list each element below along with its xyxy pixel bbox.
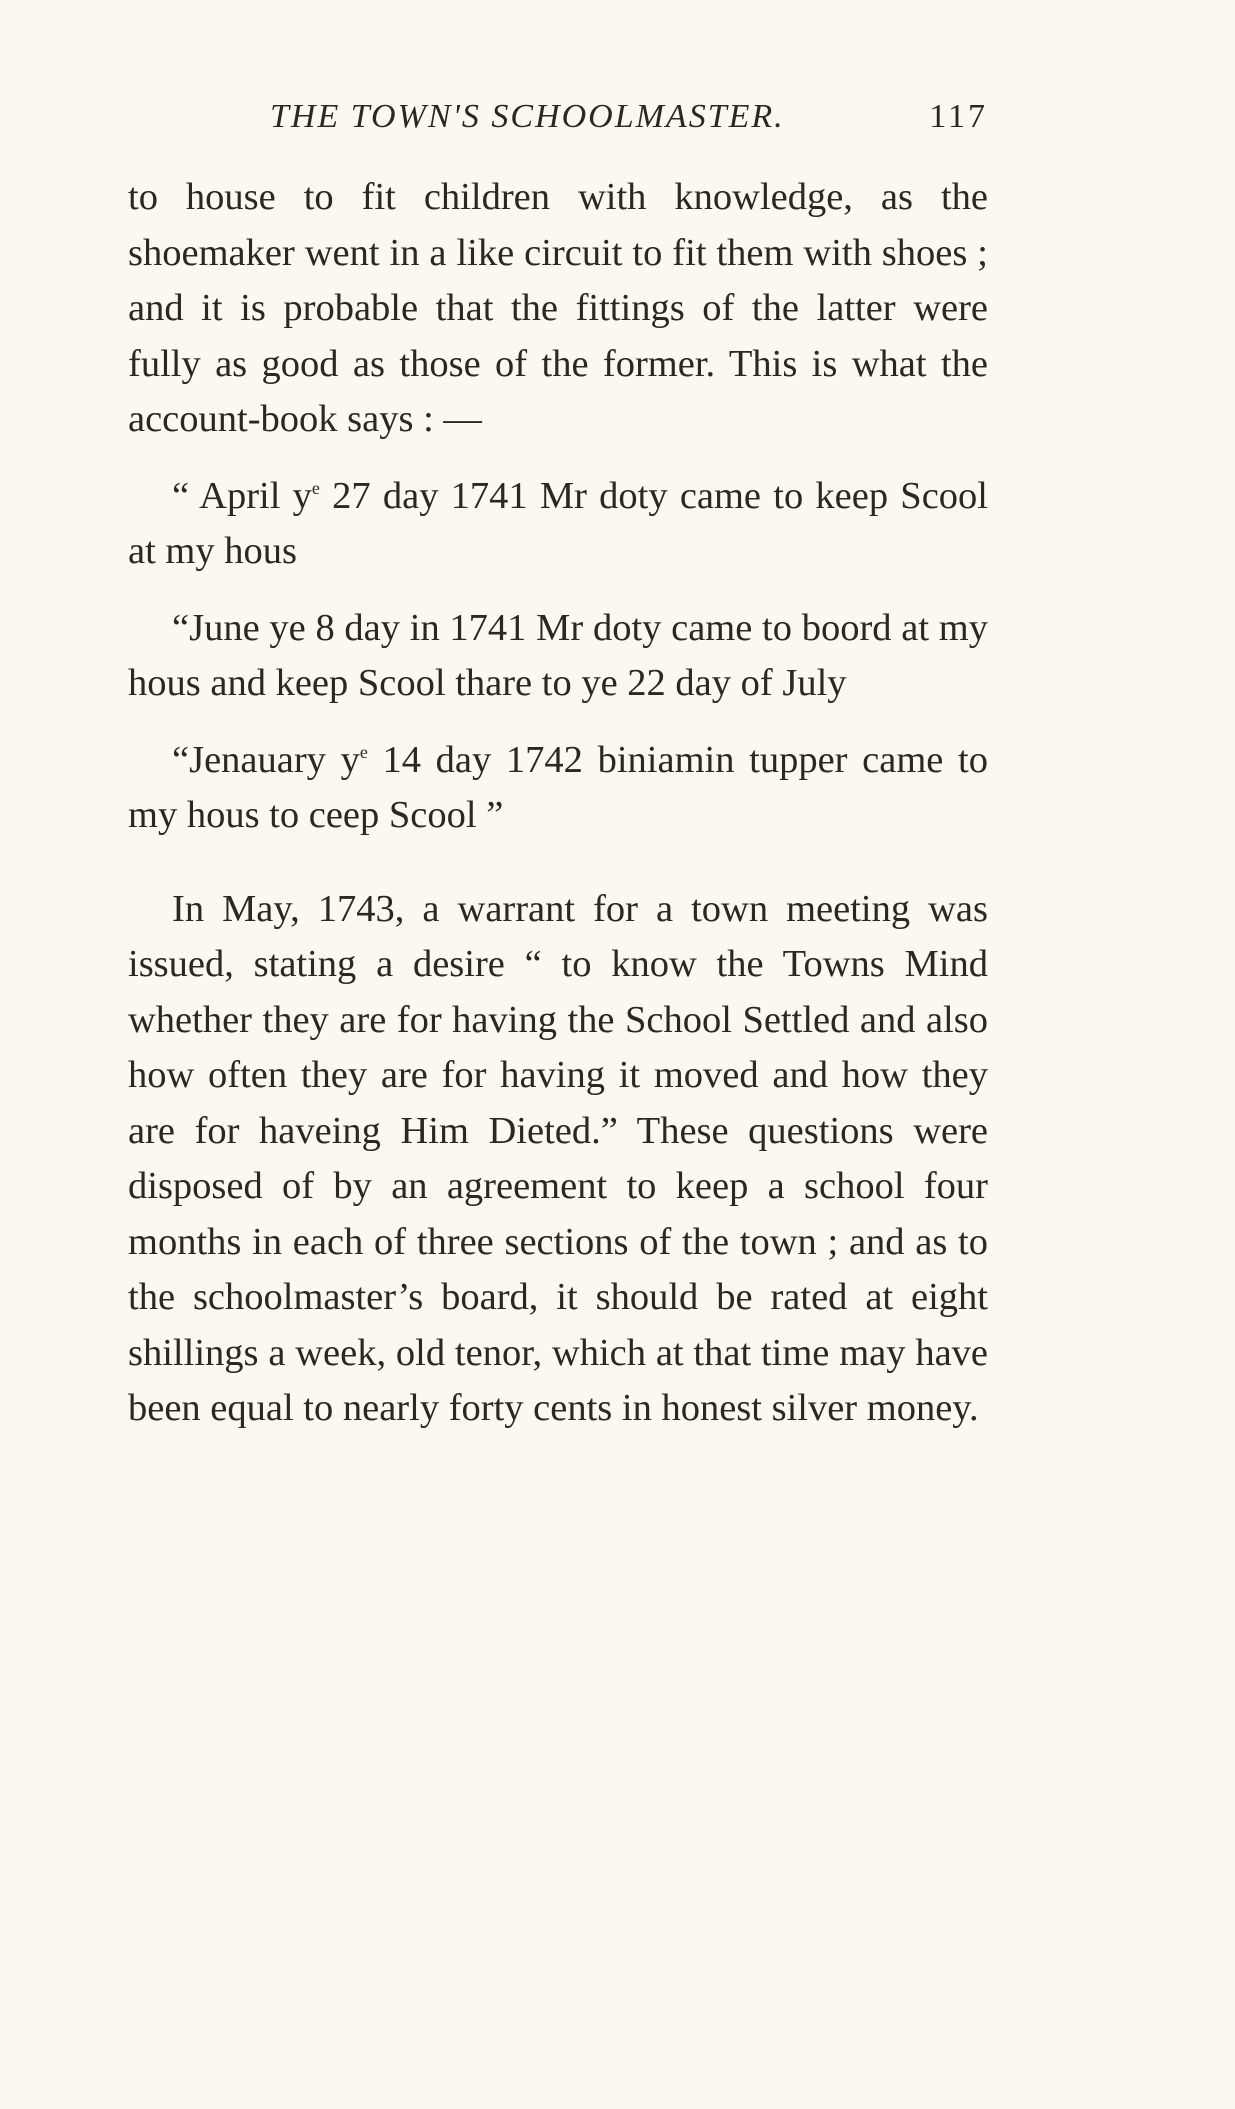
body-text (128, 170, 988, 1437)
superscript-e: e (311, 477, 320, 498)
paragraph-town-meeting: In May, 1743, a warrant for a town meeting was issued, stating a desire “ to know the Towns Mind whether they are for having the School Settled and also how often they are for having it moved and how they are for haveing Him Dieted.” These questions were disposed of by an agreement to keep a school four months in each of three sections of the town ; and as to the schoolmaster’s board, it should be rated at eight shillings a week, old tenor, which at that time may have been equal to nearly forty cents in honest silver money. (128, 887, 988, 1429)
entry-text: 27 day 1741 Mr doty came to keep Scool at my hous (128, 474, 988, 572)
paragraph-continuation: to house to fit children with knowledge, as the shoemaker went in a like circuit to fit them with shoes ; and it is probable that the fittings of the latter were fully as good as those of the former. This is what the account-book says : — (128, 176, 988, 440)
entry-text: “ April y (172, 474, 312, 517)
running-head (128, 98, 988, 148)
entry-text: 14 day 1742 biniamin tupper came to my hous to ceep Scool ” (128, 738, 988, 836)
account-entry-june: “June ye 8 day in 1741 Mr doty came to boord at my hous and keep Scool thare to ye 22 day of July (128, 606, 988, 704)
page-number: 117 (929, 98, 988, 135)
superscript-e: e (359, 741, 368, 762)
account-entry-april (128, 469, 988, 580)
entry-text: “Jenauary y (172, 738, 360, 781)
account-entry-january (128, 733, 988, 844)
running-title: THE TOWN'S SCHOOLMASTER. (270, 98, 785, 135)
